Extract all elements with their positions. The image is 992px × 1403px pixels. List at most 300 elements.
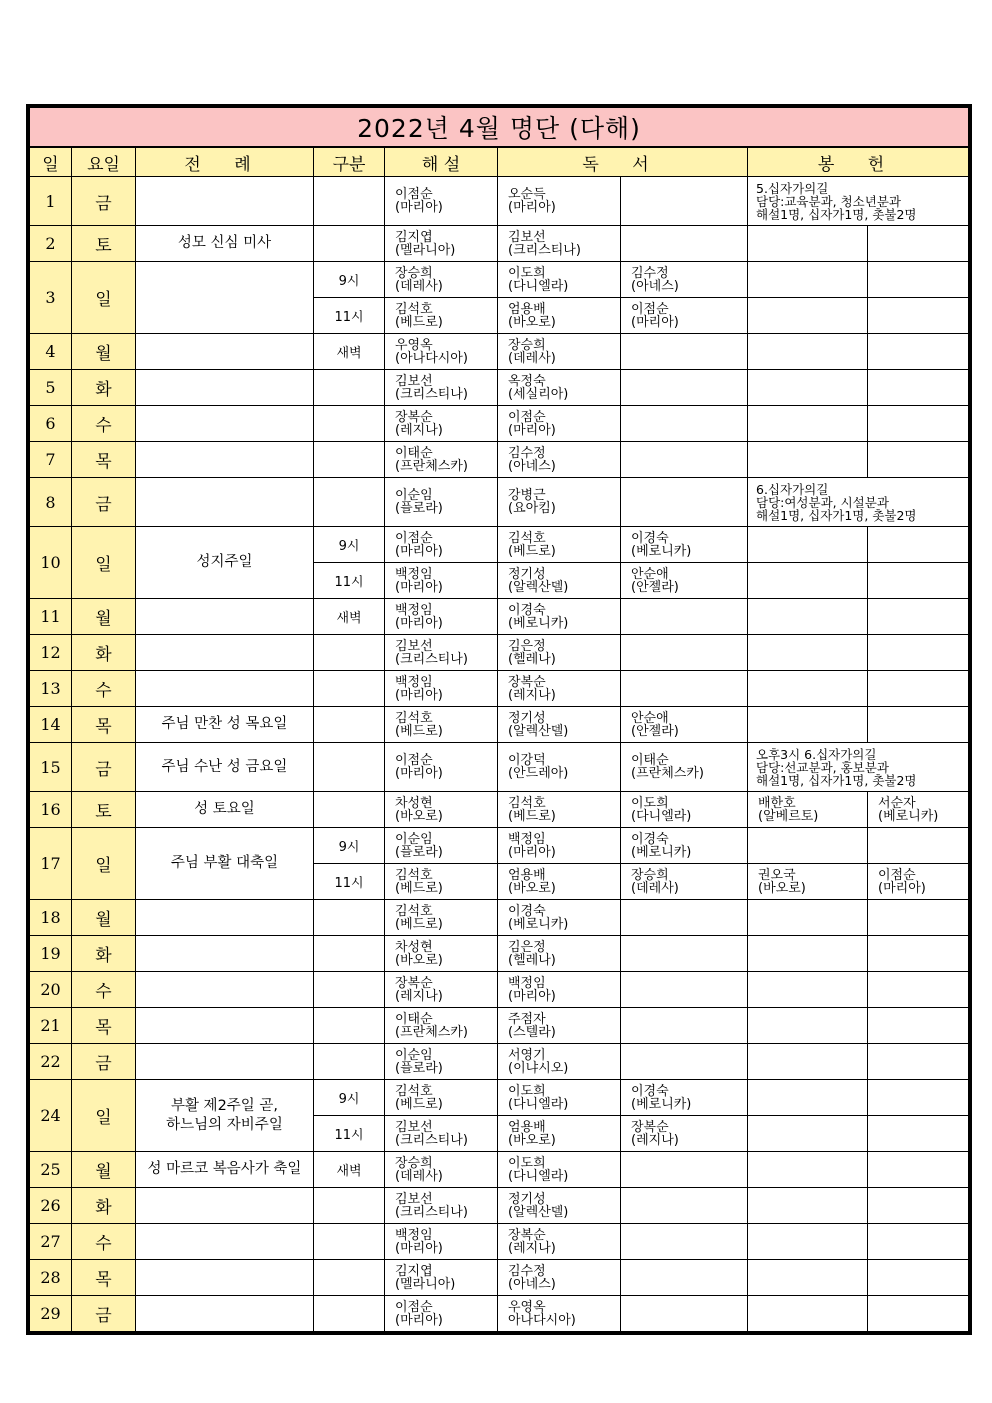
offering-note	[748, 478, 969, 527]
reader-baptismal-name: (알렉산델)	[508, 1204, 569, 1220]
offering-2	[868, 298, 969, 334]
day-number: 14	[30, 707, 72, 743]
commentator-name: 차성현	[395, 939, 433, 955]
offering-1	[748, 262, 868, 298]
commentator	[385, 563, 498, 599]
table-row	[30, 527, 969, 563]
day-number: 29	[30, 1296, 72, 1332]
mass-time	[314, 707, 385, 743]
commentator	[385, 635, 498, 671]
mass-time: 9시	[314, 262, 385, 298]
liturgy	[136, 1296, 314, 1332]
mass-time: 11시	[314, 298, 385, 334]
table-row	[30, 1008, 969, 1044]
reader-2	[621, 406, 748, 442]
reader-baptismal-name: (베드로)	[508, 808, 556, 824]
mass-time	[314, 478, 385, 527]
reader-name: 이경숙	[508, 602, 546, 618]
reader-baptismal-name: (데레사)	[631, 880, 679, 896]
mass-time: 11시	[314, 563, 385, 599]
reader-name: 장복순	[631, 1119, 669, 1135]
liturgy	[136, 1044, 314, 1080]
commentator-name: 이점순	[395, 753, 433, 768]
offering-2	[868, 828, 969, 864]
offering-2	[868, 563, 969, 599]
reader-baptismal-name: (마리아)	[508, 200, 556, 215]
reader-1	[498, 671, 621, 707]
reader-2	[621, 936, 748, 972]
offerer-baptismal-name: (베로니카)	[878, 808, 939, 824]
reader-name: 김석호	[508, 530, 546, 546]
offering-2	[868, 864, 969, 900]
commentator-name: 이순임	[395, 1047, 433, 1063]
offering-1	[748, 1116, 868, 1152]
commentator-baptismal-name: (베드로)	[395, 314, 443, 330]
offering-note-line: 해설1명, 십자가1명, 촛불2명	[756, 206, 917, 222]
offering-1	[748, 635, 868, 671]
table-row	[30, 226, 969, 262]
day-of-week: 일	[72, 828, 136, 900]
commentator-baptismal-name: (마리아)	[395, 200, 443, 215]
reader-name: 서영기	[508, 1047, 546, 1063]
reader-name: 우영옥	[508, 1299, 546, 1315]
reader-2	[621, 864, 748, 900]
reader-1	[498, 1188, 621, 1224]
reader-2	[621, 226, 748, 262]
reader-1	[498, 1044, 621, 1080]
commentator-baptismal-name: (플로라)	[395, 501, 443, 516]
liturgy	[136, 671, 314, 707]
commentator	[385, 792, 498, 828]
table-row	[30, 334, 969, 370]
offering-2	[868, 226, 969, 262]
reader-baptismal-name: (아네스)	[508, 458, 556, 474]
header-day: 일	[30, 147, 72, 177]
offering-2	[868, 1152, 969, 1188]
day-of-week: 일	[72, 262, 136, 334]
day-of-week: 토	[72, 792, 136, 828]
liturgy	[136, 478, 314, 527]
mass-time	[314, 1260, 385, 1296]
reader-2	[621, 527, 748, 563]
reader-2	[621, 671, 748, 707]
reader-baptismal-name: (크리스티나)	[508, 242, 581, 258]
offering-1	[748, 370, 868, 406]
day-of-week: 수	[72, 972, 136, 1008]
liturgy	[136, 900, 314, 936]
liturgy: 주님 수난 성 금요일	[136, 743, 314, 792]
reader-2	[621, 635, 748, 671]
table-row	[30, 1260, 969, 1296]
reader-1	[498, 792, 621, 828]
reader-baptismal-name: (레지나)	[631, 1132, 679, 1148]
table-row	[30, 1224, 969, 1260]
reader-2	[621, 1008, 748, 1044]
offering-1	[748, 527, 868, 563]
reader-name: 이점순	[631, 301, 669, 317]
day-of-week: 목	[72, 442, 136, 478]
header-dow: 요일	[72, 147, 136, 177]
reader-2	[621, 707, 748, 743]
mass-time: 새벽	[314, 1152, 385, 1188]
reader-name: 이경숙	[631, 530, 669, 546]
commentator-name: 김보선	[395, 638, 433, 654]
reader-1	[498, 864, 621, 900]
table-row	[30, 792, 969, 828]
reader-1	[498, 1152, 621, 1188]
offering-2	[868, 1116, 969, 1152]
commentator-baptismal-name: (마리아)	[395, 766, 443, 781]
day-of-week: 목	[72, 1260, 136, 1296]
mass-time	[314, 1188, 385, 1224]
reader-name: 이경숙	[508, 903, 546, 919]
day-of-week: 목	[72, 707, 136, 743]
offerer-name: 배한호	[758, 795, 796, 811]
reader-baptismal-name: (베로니카)	[631, 543, 692, 559]
offering-2	[868, 1080, 969, 1116]
reader-1	[498, 599, 621, 635]
mass-time: 11시	[314, 1116, 385, 1152]
commentator-name: 백정임	[395, 1227, 433, 1243]
reader-1	[498, 1008, 621, 1044]
liturgy	[136, 370, 314, 406]
day-number: 26	[30, 1188, 72, 1224]
commentator	[385, 1008, 498, 1044]
table-row	[30, 743, 969, 792]
reader-baptismal-name: (마리아)	[631, 314, 679, 330]
reader-1	[498, 262, 621, 298]
mass-time: 새벽	[314, 334, 385, 370]
reader-name: 엄용배	[508, 867, 546, 883]
offering-1	[748, 298, 868, 334]
reader-baptismal-name: (다니엘라)	[508, 278, 569, 294]
commentator	[385, 1044, 498, 1080]
reader-1	[498, 298, 621, 334]
day-number: 27	[30, 1224, 72, 1260]
commentator-name: 김지엽	[395, 229, 433, 245]
commentator	[385, 298, 498, 334]
mass-time: 9시	[314, 1080, 385, 1116]
reader-1	[498, 1224, 621, 1260]
reader-baptismal-name: (헬레나)	[508, 952, 556, 968]
day-number: 16	[30, 792, 72, 828]
reader-baptismal-name: (바오로)	[508, 314, 556, 330]
day-of-week: 수	[72, 406, 136, 442]
offering-2	[868, 599, 969, 635]
day-of-week: 월	[72, 599, 136, 635]
reader-name: 이태순	[631, 753, 669, 768]
commentator	[385, 527, 498, 563]
reader-baptismal-name: (베드로)	[508, 543, 556, 559]
offering-2	[868, 707, 969, 743]
table-row	[30, 828, 969, 864]
commentator-name: 이순임	[395, 488, 433, 503]
reader-1	[498, 707, 621, 743]
reader-1	[498, 1260, 621, 1296]
table-row	[30, 1044, 969, 1080]
reader-1	[498, 226, 621, 262]
reader-baptismal-name: (알렉산델)	[508, 723, 569, 739]
reader-baptismal-name: (베로니카)	[508, 916, 569, 932]
commentator	[385, 743, 498, 792]
offering-note-line: 6.십자가의길	[756, 481, 829, 497]
reader-baptismal-name: (안드레아)	[508, 766, 569, 781]
mass-time	[314, 900, 385, 936]
commentator	[385, 177, 498, 226]
commentator	[385, 1260, 498, 1296]
day-number: 3	[30, 262, 72, 334]
day-of-week: 토	[72, 226, 136, 262]
offering-2	[868, 334, 969, 370]
commentator	[385, 900, 498, 936]
offering-2	[868, 1260, 969, 1296]
reader-1	[498, 442, 621, 478]
day-number: 19	[30, 936, 72, 972]
commentator-baptismal-name: (베드로)	[395, 1096, 443, 1112]
reader-2	[621, 1152, 748, 1188]
offering-2	[868, 792, 969, 828]
commentator	[385, 671, 498, 707]
offering-2	[868, 527, 969, 563]
reader-name: 주점자	[508, 1011, 546, 1027]
offering-1	[748, 442, 868, 478]
reader-2	[621, 1080, 748, 1116]
commentator-baptismal-name: (레지나)	[395, 422, 443, 438]
commentator-baptismal-name: (마리아)	[395, 1240, 443, 1256]
reader-2	[621, 828, 748, 864]
offering-2	[868, 671, 969, 707]
reader-baptismal-name: (바오로)	[508, 1132, 556, 1148]
mass-time: 새벽	[314, 599, 385, 635]
table-row	[30, 599, 969, 635]
commentator	[385, 334, 498, 370]
reader-1	[498, 743, 621, 792]
liturgy: 성지주일	[136, 527, 314, 599]
liturgy: 성모 신심 미사	[136, 226, 314, 262]
commentator	[385, 1116, 498, 1152]
reader-name: 엄용배	[508, 301, 546, 317]
table-row	[30, 1296, 969, 1332]
day-of-week: 화	[72, 635, 136, 671]
page-title: 2022년 4월 명단 (다해)	[30, 108, 969, 148]
reader-1	[498, 177, 621, 226]
offering-1	[748, 671, 868, 707]
commentator-baptismal-name: (크리스티나)	[395, 386, 468, 402]
offering-note	[748, 177, 969, 226]
reader-baptismal-name: (스텔라)	[508, 1024, 556, 1040]
liturgy	[136, 177, 314, 226]
header-liturgy: 전 례	[136, 147, 314, 177]
offering-2	[868, 1044, 969, 1080]
reader-2	[621, 900, 748, 936]
day-number: 12	[30, 635, 72, 671]
commentator-baptismal-name: (마리아)	[395, 579, 443, 595]
reader-1	[498, 370, 621, 406]
day-number: 20	[30, 972, 72, 1008]
day-number: 11	[30, 599, 72, 635]
commentator-name: 김보선	[395, 373, 433, 389]
reader-name: 장승희	[508, 337, 546, 353]
commentator-name: 장복순	[395, 409, 433, 425]
commentator-baptismal-name: (크리스티나)	[395, 651, 468, 667]
commentator-baptismal-name: (마리아)	[395, 1312, 443, 1328]
offerer-name: 권오국	[758, 867, 796, 883]
commentator-name: 장승희	[395, 1155, 433, 1171]
liturgy	[136, 972, 314, 1008]
commentator-baptismal-name: (멜라니아)	[395, 242, 456, 258]
offering-1	[748, 972, 868, 1008]
reader-name: 김수정	[508, 445, 546, 461]
reader-name: 이도희	[631, 795, 669, 811]
commentator-baptismal-name: (플로라)	[395, 844, 443, 860]
day-number: 5	[30, 370, 72, 406]
reader-1	[498, 1296, 621, 1332]
reader-name: 정기성	[508, 1191, 546, 1207]
table-row	[30, 972, 969, 1008]
offering-2	[868, 406, 969, 442]
commentator	[385, 599, 498, 635]
commentator-name: 이순임	[395, 831, 433, 847]
table-row	[30, 671, 969, 707]
commentator	[385, 1188, 498, 1224]
offering-1	[748, 1224, 868, 1260]
table-row	[30, 635, 969, 671]
reader-name: 안순애	[631, 566, 669, 582]
reader-name: 백정임	[508, 975, 546, 991]
commentator	[385, 1080, 498, 1116]
table-row	[30, 177, 969, 226]
commentator-baptismal-name: (마리아)	[395, 687, 443, 703]
offering-1	[748, 828, 868, 864]
table-row	[30, 406, 969, 442]
commentator-baptismal-name: (아나다시아)	[395, 350, 468, 366]
reader-baptismal-name: (데레사)	[508, 350, 556, 366]
header-gubun: 구분	[314, 147, 385, 177]
reader-baptismal-name: (레지나)	[508, 687, 556, 703]
commentator	[385, 864, 498, 900]
reader-2	[621, 478, 748, 527]
commentator-name: 이점순	[395, 530, 433, 546]
reader-1	[498, 635, 621, 671]
day-number: 24	[30, 1080, 72, 1152]
mass-time	[314, 1044, 385, 1080]
day-number: 22	[30, 1044, 72, 1080]
commentator	[385, 478, 498, 527]
table-row	[30, 1080, 969, 1116]
mass-time	[314, 442, 385, 478]
offering-1	[748, 226, 868, 262]
liturgy: 부활 제2주일 곧, 하느님의 자비주일	[136, 1080, 314, 1152]
day-number: 8	[30, 478, 72, 527]
reader-1	[498, 828, 621, 864]
commentator-baptismal-name: (프란체스카)	[395, 1024, 468, 1040]
commentator-name: 김석호	[395, 867, 433, 883]
commentator-name: 이점순	[395, 1299, 433, 1315]
reader-name: 백정임	[508, 831, 546, 847]
header-offering: 봉 헌	[748, 147, 969, 177]
reader-baptismal-name: (베로니카)	[631, 844, 692, 860]
reader-baptismal-name: (알렉산델)	[508, 579, 569, 595]
commentator-name: 김지엽	[395, 1263, 433, 1279]
reader-2	[621, 972, 748, 1008]
offering-2	[868, 635, 969, 671]
commentator	[385, 707, 498, 743]
reader-2	[621, 1044, 748, 1080]
offering-2	[868, 972, 969, 1008]
reader-name: 이경숙	[631, 831, 669, 847]
commentator	[385, 936, 498, 972]
commentator	[385, 406, 498, 442]
commentator-name: 김석호	[395, 903, 433, 919]
commentator-baptismal-name: (레지나)	[395, 988, 443, 1004]
reader-2	[621, 334, 748, 370]
commentator	[385, 370, 498, 406]
offering-1	[748, 334, 868, 370]
offering-1	[748, 1260, 868, 1296]
reader-2	[621, 1260, 748, 1296]
commentator-baptismal-name: (베드로)	[395, 916, 443, 932]
commentator	[385, 972, 498, 1008]
commentator-name: 김보선	[395, 1119, 433, 1135]
day-number: 1	[30, 177, 72, 226]
table-row	[30, 1188, 969, 1224]
liturgy: 주님 부활 대축일	[136, 828, 314, 900]
reader-baptismal-name: (프란체스카)	[631, 766, 704, 781]
day-of-week: 수	[72, 1224, 136, 1260]
day-of-week: 월	[72, 1152, 136, 1188]
offerer-name: 이점순	[878, 867, 916, 883]
commentator	[385, 262, 498, 298]
reader-name: 김석호	[508, 795, 546, 811]
reader-2	[621, 563, 748, 599]
reader-name: 정기성	[508, 566, 546, 582]
offering-1	[748, 1080, 868, 1116]
mass-time	[314, 1224, 385, 1260]
reader-baptismal-name: (안젤라)	[631, 579, 679, 595]
offering-2	[868, 936, 969, 972]
reader-2	[621, 262, 748, 298]
reader-1	[498, 334, 621, 370]
reader-baptismal-name: (마리아)	[508, 844, 556, 860]
commentator-baptismal-name: (바오로)	[395, 952, 443, 968]
offering-1	[748, 1296, 868, 1332]
offering-2	[868, 262, 969, 298]
table-row	[30, 478, 969, 527]
offering-1	[748, 599, 868, 635]
commentator-name: 김석호	[395, 710, 433, 726]
offering-1	[748, 707, 868, 743]
header-row	[30, 147, 969, 177]
day-number: 7	[30, 442, 72, 478]
commentator-name: 이점순	[395, 187, 433, 202]
day-of-week: 금	[72, 743, 136, 792]
day-number: 25	[30, 1152, 72, 1188]
reader-baptismal-name: (다니엘라)	[631, 808, 692, 824]
day-number: 13	[30, 671, 72, 707]
liturgy	[136, 406, 314, 442]
day-number: 28	[30, 1260, 72, 1296]
commentator-name: 우영옥	[395, 337, 433, 353]
reader-baptismal-name: (다니엘라)	[508, 1096, 569, 1112]
offering-1	[748, 563, 868, 599]
commentator-name: 김석호	[395, 1083, 433, 1099]
mass-time	[314, 792, 385, 828]
liturgy: 주님 만찬 성 목요일	[136, 707, 314, 743]
header-reading: 독 서	[498, 147, 748, 177]
offering-2	[868, 1008, 969, 1044]
reader-baptismal-name: (마리아)	[508, 422, 556, 438]
mass-time	[314, 972, 385, 1008]
